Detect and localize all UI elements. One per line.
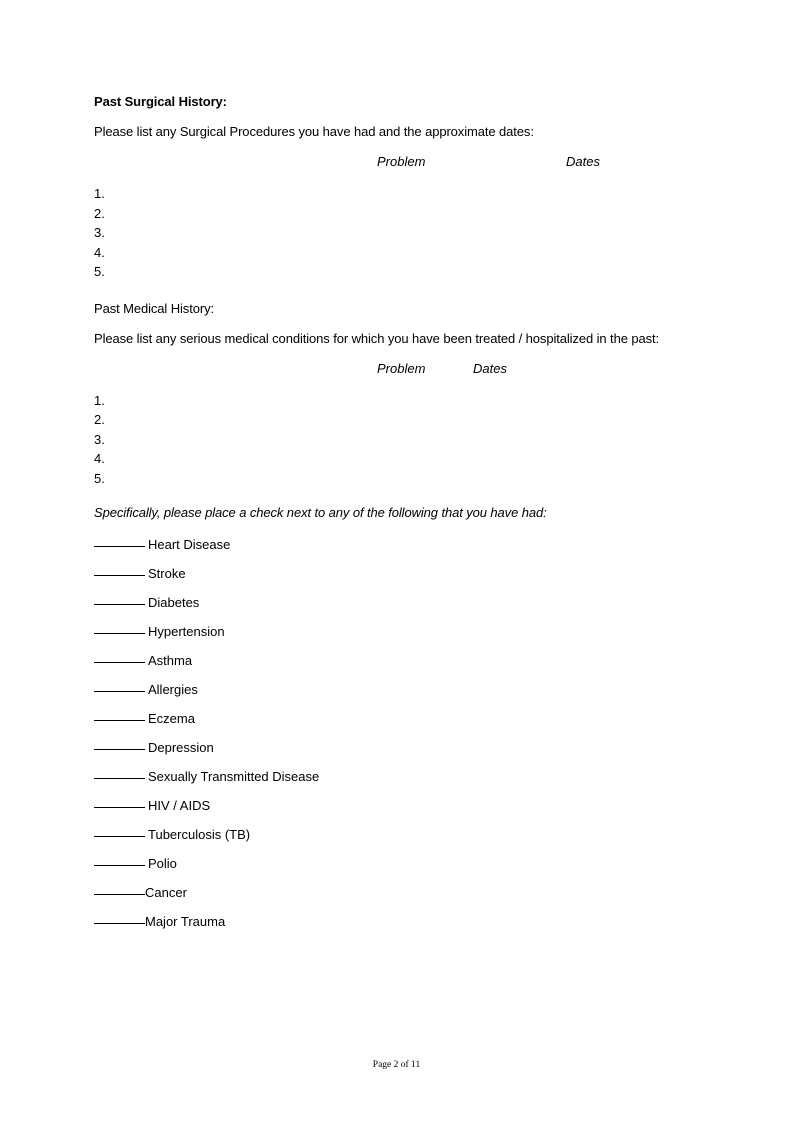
checklist-row[interactable] <box>94 737 714 766</box>
surgical-column-dates: Dates <box>566 154 600 169</box>
medical-column-problem: Problem <box>377 360 426 376</box>
medical-history-instruction: Please list any serious medical conditions for which you have been treated / hospitalized in the past: <box>94 330 660 346</box>
checklist-label: Asthma <box>148 653 193 668</box>
spacer <box>94 347 714 361</box>
spacer <box>94 488 714 505</box>
checklist-row[interactable] <box>94 911 714 940</box>
spacer <box>94 140 714 154</box>
document-content <box>94 94 714 940</box>
spacer <box>94 174 714 184</box>
list-item[interactable]: 3. <box>94 225 105 240</box>
checkmark-blank-line[interactable] <box>94 882 145 895</box>
list-item[interactable]: 4. <box>94 451 105 466</box>
checklist-label: Heart Disease <box>148 537 231 552</box>
list-item[interactable]: 1. <box>94 392 105 408</box>
checkmark-blank-line[interactable] <box>94 679 145 692</box>
checklist-label: Depression <box>148 740 214 755</box>
checkmark-blank-line[interactable] <box>94 795 145 808</box>
surgical-column-problem: Problem <box>377 154 426 169</box>
list-item[interactable]: 1. <box>94 186 105 201</box>
checklist-label: Diabetes <box>148 595 200 610</box>
checkmark-blank-line[interactable] <box>94 737 145 750</box>
checklist-label: Sexually Transmitted Disease <box>148 769 320 784</box>
spacer <box>94 521 714 534</box>
spacer <box>94 317 714 331</box>
list-item[interactable]: 5. <box>94 264 105 279</box>
medical-history-heading: Past Medical History: <box>94 300 214 316</box>
checkmark-blank-line[interactable] <box>94 534 145 547</box>
checklist-label: Stroke <box>148 566 186 581</box>
checklist-row[interactable] <box>94 766 714 795</box>
checklist-label: HIV / AIDS <box>148 798 211 813</box>
checklist-row[interactable] <box>94 563 714 592</box>
checklist-row[interactable] <box>94 592 714 621</box>
surgical-history-list <box>94 184 714 282</box>
spacer <box>94 381 714 391</box>
list-item[interactable]: 4. <box>94 244 105 260</box>
checkmark-blank-line[interactable] <box>94 621 145 634</box>
list-item[interactable]: 3. <box>94 431 105 447</box>
surgical-column-headers <box>94 154 714 174</box>
spacer <box>94 282 714 301</box>
checklist-label: Major Trauma <box>145 914 226 929</box>
checklist-row[interactable] <box>94 708 714 737</box>
checkmark-blank-line[interactable] <box>94 766 145 779</box>
checklist-label: Allergies <box>148 682 198 697</box>
medical-history-list <box>94 391 714 489</box>
checklist-row[interactable] <box>94 621 714 650</box>
medical-column-dates: Dates <box>473 360 507 376</box>
checklist-row[interactable] <box>94 679 714 708</box>
checkmark-blank-line[interactable] <box>94 911 145 924</box>
checklist-label: Hypertension <box>148 624 225 639</box>
surgical-history-heading: Past Surgical History: <box>94 94 227 109</box>
checklist-instruction: Specifically, please place a check next to any of the following that you have had: <box>94 505 547 520</box>
checkmark-blank-line[interactable] <box>94 563 145 576</box>
page-footer: Page 2 of 11 <box>372 1060 421 1070</box>
list-item[interactable]: 2. <box>94 205 105 221</box>
checklist-row[interactable] <box>94 824 714 853</box>
checklist-label: Cancer <box>145 885 187 900</box>
surgical-history-instruction: Please list any Surgical Procedures you have had and the approximate dates: <box>94 124 534 139</box>
checklist-row[interactable] <box>94 882 714 911</box>
checkmark-blank-line[interactable] <box>94 824 145 837</box>
checkmark-blank-line[interactable] <box>94 650 145 663</box>
checklist-label: Polio <box>148 856 177 871</box>
checklist-row[interactable] <box>94 650 714 679</box>
checkmark-blank-line[interactable] <box>94 853 145 866</box>
spacer <box>94 110 714 124</box>
checklist-row[interactable] <box>94 534 714 563</box>
list-item[interactable]: 5. <box>94 470 105 486</box>
checklist-label: Tuberculosis (TB) <box>148 827 251 842</box>
checkmark-blank-line[interactable] <box>94 708 145 721</box>
checklist-row[interactable] <box>94 795 714 824</box>
checklist-row[interactable] <box>94 853 714 882</box>
medical-column-headers <box>94 361 714 381</box>
list-item[interactable]: 2. <box>94 412 105 427</box>
condition-checklist <box>94 534 714 940</box>
checkmark-blank-line[interactable] <box>94 592 145 605</box>
checklist-label: Eczema <box>148 711 195 726</box>
